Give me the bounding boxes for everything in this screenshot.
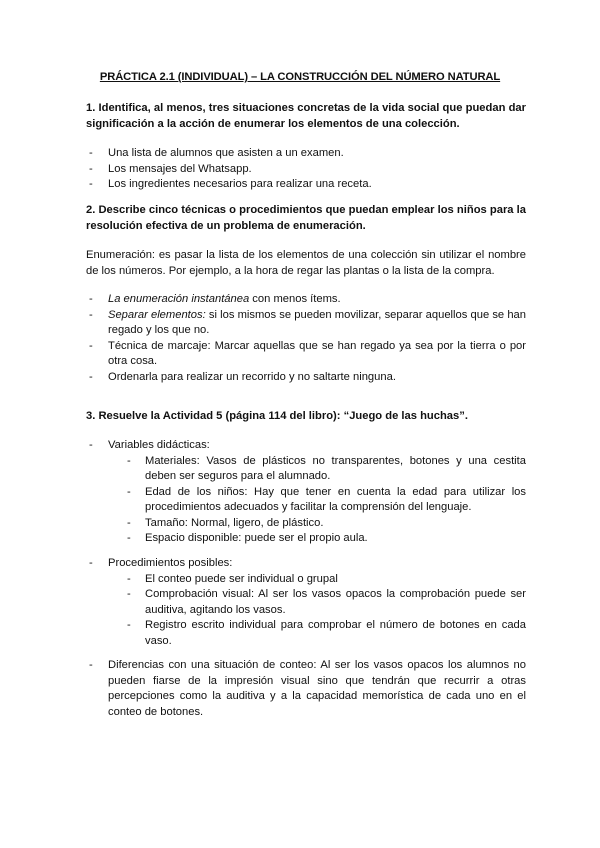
list-item-procedures: - Procedimientos posibles: - El conteo puede ser individual o grupal - Comprobación visual: Al ser los vasos opacos la comprobación puede ser auditiva, agitando los vasos. - Registro escrito individual para comprobar el número de botones en cada vaso. [86,556,526,649]
list-item: - Una lista de alumnos que asisten a un examen. [86,146,526,162]
sub-list-item: - Comprobación visual: Al ser los vasos opacos la comprobación puede ser auditiva, agitando los vasos. [124,587,526,618]
sub-list-item: - El conteo puede ser individual o grupal [124,572,526,588]
question-3-differences [86,658,526,720]
list-item-variables: - Variables didácticas: - Materiales: Vasos de plásticos no transparentes, botones y una cestita deben ser seguros para el alumnado. - Edad de los niños: Hay que tener en cuenta la edad para utilizar los procedimientos adecuados y facilitar la comprensión del lenguaje. - Tamaño: Normal, ligero, de plástico. - Espacio disponible: puede ser el propio aula. [86,438,526,547]
sub-list-item: - Materiales: Vasos de plásticos no transparentes, botones y una cestita deben ser seguros para el alumnado. [124,454,526,485]
enumeration-definition: Enumeración: es pasar la lista de los elementos de una colección sin utilizar el nombre de los números. Por ejemplo, a la hora de regar las plantas o la lista de la compra. [86,249,526,277]
question-1-heading: 1. Identifica, al menos, tres situaciones concretas de la vida social que puedan dar significación a la acción de enumerar los elementos de una colección. [86,102,526,130]
question-3-procedures [86,556,526,649]
question-1-list [86,146,526,193]
document-title: PRÁCTICA 2.1 (INDIVIDUAL) – LA CONSTRUCCIÓN DEL NÚMERO NATURAL [99,71,501,83]
list-item-differences: - Diferencias con una situación de conteo: Al ser los vasos opacos los alumnos no pueden fiarse de la impresión visual sino que tendrán que recurrir a otras percepciones como la auditiva y a la capacidad memorística de cada uno en el conteo de botones. [86,658,526,720]
question-3-list [86,438,526,547]
list-item: - La enumeración instantánea con menos ítems. [86,292,526,308]
list-item: - Separar elementos: si los mismos se pueden movilizar, separar aquellos que se han regado y los que no. [86,308,526,339]
question-2-heading: 2. Describe cinco técnicas o procedimientos que puedan emplear los niños para la resolución efectiva de un problema de enumeración. [86,204,526,232]
list-item: - Ordenarla para realizar un recorrido y no saltarte ninguna. [86,370,526,386]
list-item: - Los mensajes del Whatsapp. [86,162,526,178]
sub-list-item: - Registro escrito individual para comprobar el número de botones en cada vaso. [124,618,526,649]
sub-list-item: - Espacio disponible: puede ser el propio aula. [124,531,526,547]
list-item: - Los ingredientes necesarios para realizar una receta. [86,177,526,193]
question-3-heading: 3. Resuelve la Actividad 5 (página 114 del libro): “Juego de las huchas”. [86,410,468,422]
sub-list-item: - Edad de los niños: Hay que tener en cuenta la edad para utilizar los procedimientos adecuados y facilitar la comprensión del lenguaje. [124,485,526,516]
sub-list-item: - Tamaño: Normal, ligero, de plástico. [124,516,526,532]
list-item: - Técnica de marcaje: Marcar aquellas que se han regado ya sea por la tierra o por otra cosa. [86,339,526,370]
question-2-list [86,292,526,385]
